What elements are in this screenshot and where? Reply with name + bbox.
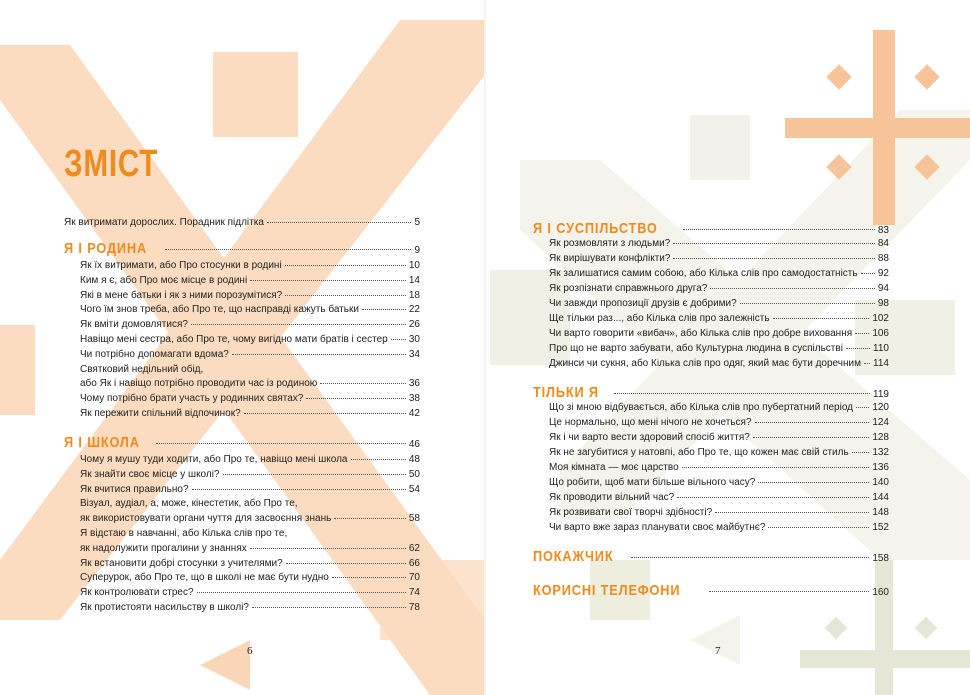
- toc-entry-page: 74: [408, 587, 420, 599]
- toc-entry[interactable]: [549, 238, 889, 250]
- toc-entry-page: 42: [408, 408, 420, 419]
- section-page: 158: [872, 553, 889, 564]
- toc-entry-title: Суперурок, або Про те, що в школі не має бути нудно: [80, 572, 329, 584]
- toc-entry-page: 124: [872, 417, 889, 428]
- toc-entry-page: 36: [408, 378, 420, 390]
- dot-leader: [673, 243, 875, 244]
- dot-leader: [710, 288, 875, 289]
- toc-entry-title: Святковий недільний обід,: [80, 363, 204, 375]
- toc-entry-title: Як розпізнати справжнього друга?: [549, 283, 708, 294]
- toc-entry[interactable]: [549, 477, 889, 489]
- toc-section-heading[interactable]: [533, 384, 889, 401]
- toc-entry-title: Як залишатися самим собою, або Кілька слів про самодостатність: [549, 268, 858, 279]
- toc-entry[interactable]: [80, 587, 420, 599]
- toc-entry[interactable]: [549, 283, 889, 295]
- toc-entry[interactable]: [80, 469, 420, 481]
- section-page: 160: [872, 587, 889, 598]
- toc-entry-page: 132: [872, 447, 889, 458]
- toc-entry-page: 144: [872, 492, 889, 503]
- dot-leader: [852, 452, 870, 453]
- toc-entry-page: 26: [408, 319, 420, 331]
- dot-leader: [192, 489, 406, 490]
- dot-leader: [682, 467, 870, 468]
- toc-entry[interactable]: [80, 349, 420, 361]
- dot-leader: [758, 482, 869, 483]
- toc-intro-entry[interactable]: [64, 217, 420, 229]
- toc-entry-page: 88: [877, 253, 889, 264]
- toc-entry[interactable]: [80, 304, 420, 316]
- page-number-right: 7: [715, 645, 721, 657]
- dot-leader: [165, 249, 412, 250]
- section-title: Я І РОДИНА: [64, 240, 148, 257]
- section-title: Я І СУСПІЛЬСТВО: [533, 220, 658, 237]
- toc-entry[interactable]: [549, 462, 889, 474]
- toc-entry-page: 34: [408, 348, 420, 360]
- toc-entry-page: 110: [873, 343, 889, 354]
- section-page: 83: [877, 225, 889, 236]
- toc-entry-page: 120: [872, 402, 889, 413]
- dot-leader: [334, 518, 406, 519]
- dot-leader: [631, 557, 870, 558]
- toc-entry-title: Чи варто вже зараз планувати своє майбутнє?: [549, 522, 766, 533]
- dot-leader: [740, 303, 875, 304]
- toc-entry[interactable]: [80, 260, 420, 272]
- section-title: Я І ШКОЛА: [64, 434, 140, 451]
- dot-leader: [773, 318, 870, 319]
- dot-leader: [250, 280, 406, 281]
- toc-entry-title: Про що не варто забувати, або Культурна людина в суспільстві: [549, 343, 843, 354]
- toc-entry[interactable]: [80, 602, 420, 614]
- toc-entry-title: Це нормально, що мені нічого не хочеться?: [549, 417, 752, 428]
- toc-entry-title: Як не загубитися у натовпі, або Про те, що кожен має свій стиль: [549, 447, 849, 458]
- dot-leader: [286, 563, 406, 564]
- toc-entry[interactable]: [80, 275, 420, 287]
- toc-entry-title: Як пережити спільний відпочинок?: [80, 408, 241, 419]
- toc-entry[interactable]: [80, 393, 420, 405]
- toc-entry-title: Що зі мною відбувається, або Кілька слів про пубертатний період: [549, 402, 854, 413]
- toc-entry[interactable]: [549, 358, 889, 370]
- page-number-left: 6: [247, 645, 253, 657]
- toc-entry-page: 78: [408, 602, 420, 613]
- toc-section-heading[interactable]: [64, 240, 420, 257]
- section-page: 119: [873, 389, 889, 400]
- dot-leader: [267, 222, 412, 223]
- toc-entry[interactable]: [549, 298, 889, 310]
- dot-leader: [156, 443, 406, 444]
- dot-leader: [755, 422, 870, 423]
- dot-leader: [861, 273, 875, 274]
- toc-entry[interactable]: [80, 334, 420, 346]
- toc-entry[interactable]: [549, 343, 889, 355]
- toc-entry[interactable]: [549, 447, 889, 459]
- toc-entry-page: 114: [873, 358, 889, 369]
- toc-entry-page: 140: [872, 477, 889, 488]
- dot-leader: [614, 393, 871, 394]
- toc-entry-title: Як контролювати стрес?: [80, 587, 194, 599]
- toc-entry-title: як надолужити прогалини у знаннях: [80, 542, 247, 554]
- toc-entry-page: 66: [408, 557, 420, 569]
- toc-entry-page: 58: [408, 513, 420, 525]
- toc-entry-title: як використовувати органи чуття для засвоєння знань: [80, 513, 332, 525]
- toc-entry-page: 62: [408, 542, 420, 554]
- toc-entry[interactable]: [549, 432, 889, 444]
- toc-entry-title: Навіщо мені сестра, або Про те, чому вигідно мати братів і сестер: [80, 334, 388, 345]
- toc-entry-title: Які в мене батьки і як з ними порозумітися?: [80, 289, 283, 301]
- toc-entry[interactable]: [80, 498, 420, 510]
- dot-leader: [223, 474, 406, 475]
- dot-leader: [332, 577, 406, 578]
- dot-leader: [673, 258, 874, 259]
- toc-entry[interactable]: [80, 408, 420, 420]
- toc-entry-title: Чи завжди пропозиції друзів є добрими?: [549, 298, 737, 309]
- dot-leader: [191, 324, 406, 325]
- dot-leader: [855, 333, 869, 334]
- toc-entry[interactable]: [549, 253, 889, 265]
- dot-leader: [768, 527, 869, 528]
- toc-entry-title: Як проводити вільний час?: [549, 492, 675, 503]
- toc-entry[interactable]: [80, 528, 420, 540]
- toc-entry-title: Як протистояти насильству в школі?: [80, 602, 249, 613]
- dot-leader: [715, 512, 869, 513]
- toc-entry-title: Ще тільки раз..., або Кілька слів про залежність: [549, 313, 770, 324]
- section-title: ТІЛЬКИ Я: [533, 384, 599, 401]
- toc-entry-page: 94: [877, 283, 889, 294]
- toc-entry-title: Як вчитися правильно?: [80, 483, 189, 495]
- toc-entry[interactable]: [549, 328, 889, 340]
- toc-entry-page: 14: [408, 274, 420, 286]
- toc-entry-title: Чи потрібно допомагати вдома?: [80, 348, 229, 360]
- toc-entry[interactable]: [80, 290, 420, 302]
- dot-leader: [856, 407, 869, 408]
- toc-entry-page: 50: [408, 468, 420, 480]
- dot-leader: [285, 295, 406, 296]
- dot-leader: [709, 591, 869, 592]
- toc-entry-title: Моя кімната — моє царство: [549, 462, 679, 473]
- dot-leader: [250, 548, 406, 549]
- toc-section-heading[interactable]: [533, 582, 889, 599]
- dot-leader: [846, 348, 870, 349]
- toc-entry-title: Як вміти домовлятися?: [80, 319, 188, 331]
- dot-leader: [351, 459, 406, 460]
- toc-entry-title: Як розмовляти з людьми?: [549, 238, 671, 249]
- toc-entry[interactable]: [80, 484, 420, 496]
- toc-entry[interactable]: [549, 492, 889, 504]
- toc-entry-page: 84: [877, 238, 889, 249]
- toc-entry-page: 38: [408, 393, 420, 405]
- toc-entry-page: 106: [872, 328, 889, 339]
- toc-entry-title: Візуал, аудіал, а, може, кінестетик, або Про те,: [80, 498, 298, 510]
- toc-entry-title: Я відстаю в навчанні, або Кілька слів про те,: [80, 528, 288, 539]
- toc-entry-page: 128: [872, 432, 889, 443]
- toc-entry-title: Чи варто говорити «вибач», або Кілька слів про добре виховання: [549, 328, 853, 339]
- toc-entry[interactable]: [549, 522, 889, 534]
- toc-entry-title: Ким я є, або Про моє місце в родині: [80, 274, 248, 286]
- toc-section-heading[interactable]: [64, 434, 420, 451]
- dot-leader: [677, 497, 869, 498]
- toc-entry[interactable]: [80, 543, 420, 555]
- toc-entry-page: 48: [408, 454, 420, 465]
- toc-entry-title: Джинси чи сукня, або Кілька слів про одяг, який має бути доречним: [549, 358, 861, 369]
- dot-leader: [306, 398, 406, 399]
- toc-entry-title: Чого їм знов треба, або Про те, що насправді кажуть батьки: [80, 304, 359, 316]
- toc-entry-title: Як і чи варто вести здоровий спосіб життя?: [549, 432, 750, 443]
- dot-leader: [320, 383, 406, 384]
- dot-leader: [232, 354, 406, 355]
- toc-entry-title: або Як і навіщо потрібно проводити час із родиною: [80, 378, 318, 390]
- toc-entry-page: 30: [408, 334, 420, 345]
- toc-section-heading[interactable]: [533, 220, 889, 237]
- toc-entry-title: Як вирішувати конфлікти?: [549, 253, 671, 264]
- dot-leader: [252, 607, 406, 608]
- toc-entry[interactable]: [80, 319, 420, 331]
- toc-entry-page: 102: [872, 313, 889, 324]
- toc-entry-title: Чому потрібно брати участь у родинних святах?: [80, 393, 304, 405]
- toc-entry[interactable]: [80, 513, 420, 525]
- toc-entry[interactable]: [549, 507, 889, 519]
- dot-leader: [683, 229, 875, 230]
- toc-entry[interactable]: [549, 402, 889, 414]
- toc-entry-title: Як витримати дорослих. Порадник підлітка: [64, 217, 264, 228]
- section-title: КОРИСНІ ТЕЛЕФОНИ: [533, 582, 681, 599]
- dot-leader: [244, 413, 406, 414]
- toc-entry[interactable]: [80, 364, 420, 376]
- toc-entry-page: 136: [872, 462, 889, 473]
- toc-entry[interactable]: [80, 558, 420, 570]
- page-title: ЗМІСТ: [64, 143, 159, 185]
- toc-entry-page: 148: [872, 507, 889, 518]
- dot-leader: [391, 339, 406, 340]
- toc-entry[interactable]: [80, 378, 420, 390]
- dot-leader: [753, 437, 869, 438]
- toc-entry-page: 5: [414, 217, 420, 228]
- toc-entry-title: Що робити, щоб мати більше вільного часу?: [549, 477, 756, 488]
- toc-entry-title: Чому я мушу туди ходити, або Про те, навіщо мені школа: [80, 454, 348, 465]
- toc-entry[interactable]: [549, 313, 889, 325]
- dot-leader: [197, 592, 406, 593]
- toc-entry-page: 18: [408, 289, 420, 301]
- toc-entry-title: Як встановити добрі стосунки з учителями?: [80, 557, 283, 569]
- dot-leader: [864, 363, 870, 364]
- dot-leader: [362, 309, 406, 310]
- toc-entry[interactable]: [80, 572, 420, 584]
- toc-entry[interactable]: [80, 454, 420, 466]
- toc-entry-title: Як розвивати свої творчі здібності?: [549, 507, 713, 518]
- toc-entry-page: 152: [872, 522, 889, 533]
- section-title: ПОКАЖЧИК: [533, 548, 614, 565]
- toc-entry-title: Як знайти своє місце у школі?: [80, 468, 220, 480]
- toc-entry-page: 10: [408, 260, 420, 271]
- dot-leader: [285, 265, 406, 266]
- toc-entry-page: 92: [877, 268, 889, 279]
- toc-entry-page: 70: [408, 572, 420, 584]
- toc-entry-page: 98: [877, 298, 889, 309]
- section-page: 46: [408, 439, 420, 450]
- toc-entry-title: Як їх витримати, або Про стосунки в родині: [80, 260, 282, 271]
- section-page: 9: [414, 245, 420, 256]
- toc-entry-page: 22: [408, 304, 420, 316]
- toc-section-heading[interactable]: [533, 548, 889, 565]
- toc-entry[interactable]: [549, 268, 889, 280]
- toc-entry[interactable]: [549, 417, 889, 429]
- toc-entry-page: 54: [408, 483, 420, 495]
